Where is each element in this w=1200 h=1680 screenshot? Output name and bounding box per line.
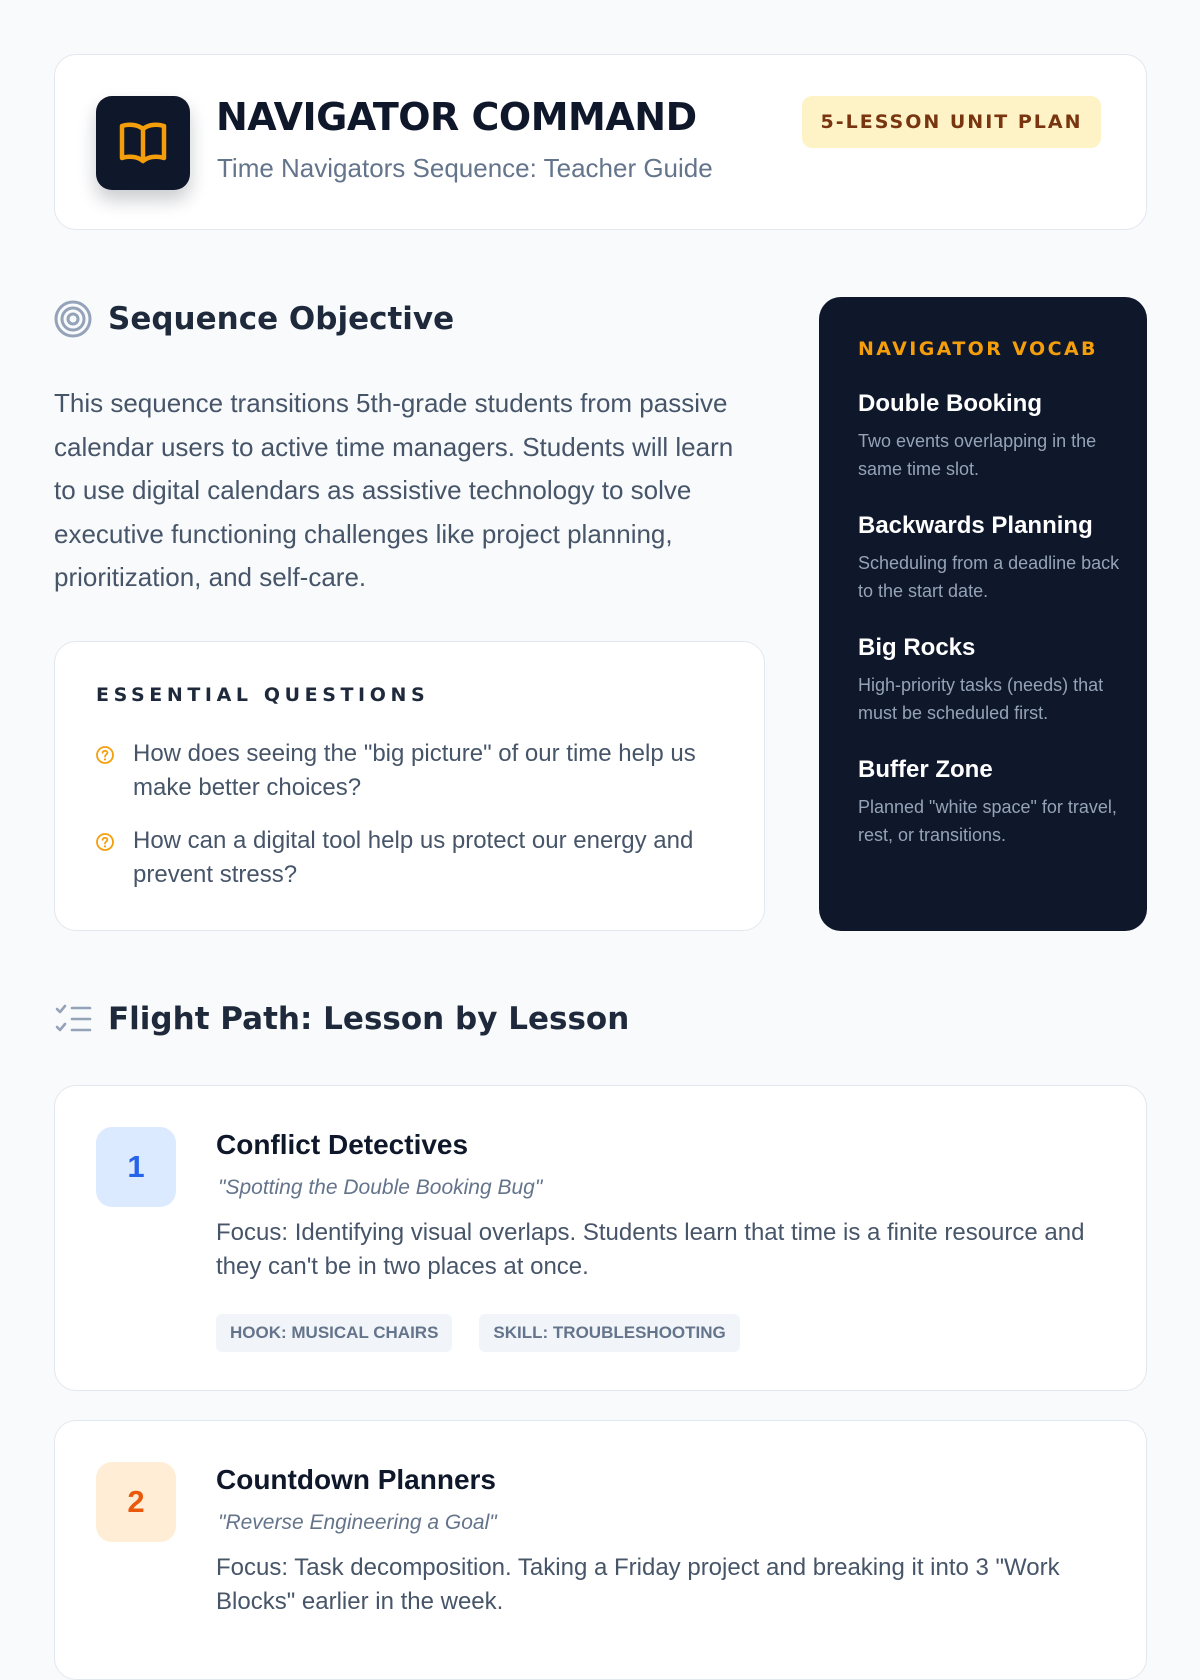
lesson-tag: HOOK: MUSICAL CHAIRS <box>216 1314 452 1352</box>
list-checks-icon <box>54 1002 92 1036</box>
vocab-definition: Two events overlapping in the same time slot. <box>858 431 1097 479</box>
help-circle-icon <box>95 745 115 765</box>
vocab-term: Double Booking <box>858 390 1042 417</box>
question-item <box>95 737 715 805</box>
vocab-definition: Planned "white space" for travel, rest, or transitions. <box>858 797 1117 845</box>
page-subtitle: Time Navigators Sequence: Teacher Guide <box>217 153 713 183</box>
vocab-card <box>819 297 1147 931</box>
objective-heading <box>54 300 454 338</box>
objective-text: This sequence transitions 5th-grade students from passive calendar users to active time managers. Students will learn to use digital calendars as assistive technology to solve executive functioning challenges like project planning, prioritization, and self-care. <box>54 388 734 592</box>
vocab-term: Backwards Planning <box>858 512 1093 539</box>
lesson-tagline: "Reverse Engineering a Goal" <box>218 1511 497 1534</box>
lesson-tags <box>216 1314 767 1352</box>
unit-badge: 5-LESSON UNIT PLAN <box>802 96 1101 148</box>
lesson-title: Conflict Detectives <box>216 1129 469 1160</box>
flight-path-heading <box>54 1001 629 1037</box>
lesson-tagline: "Spotting the Double Booking Bug" <box>218 1176 543 1199</box>
vocab-item <box>858 390 1128 483</box>
vocab-item <box>858 756 1128 849</box>
book-open-icon <box>96 96 190 190</box>
vocab-item <box>858 512 1128 605</box>
vocab-definition: High-priority tasks (needs) that must be scheduled first. <box>858 675 1104 723</box>
help-circle-icon <box>95 832 115 852</box>
essential-questions-label: ESSENTIAL QUESTIONS <box>96 684 430 706</box>
lesson-number: 2 <box>96 1462 176 1542</box>
essential-questions-card <box>54 641 765 931</box>
target-icon <box>54 300 92 338</box>
vocab-term: Buffer Zone <box>858 756 993 783</box>
lesson-title: Countdown Planners <box>216 1464 496 1495</box>
vocab-label: NAVIGATOR VOCAB <box>858 338 1098 360</box>
question-text: How can a digital tool help us protect our energy and prevent stress? <box>133 827 694 888</box>
lesson-focus: Focus: Task decomposition. Taking a Friday project and breaking it into 3 "Work Blocks" earlier in the week. <box>216 1554 1060 1615</box>
lesson-card[interactable] <box>54 1085 1147 1391</box>
lesson-tag: SKILL: TROUBLESHOOTING <box>479 1314 739 1352</box>
page-title: NAVIGATOR COMMAND <box>216 95 697 139</box>
vocab-term: Big Rocks <box>858 634 976 661</box>
flight-path-heading-text: Flight Path: Lesson by Lesson <box>108 1001 630 1037</box>
lesson-number: 1 <box>96 1127 176 1207</box>
question-item <box>95 824 735 892</box>
question-text: How does seeing the "big picture" of our time help us make better choices? <box>133 740 696 801</box>
lesson-focus: Focus: Identifying visual overlaps. Students learn that time is a finite resource and they can't be in two places at once. <box>216 1219 1085 1280</box>
header-card <box>54 54 1147 230</box>
vocab-definition: Scheduling from a deadline back to the start date. <box>858 553 1120 601</box>
vocab-item <box>858 634 1128 727</box>
lesson-card[interactable] <box>54 1420 1147 1680</box>
objective-heading-text: Sequence Objective <box>108 301 455 337</box>
